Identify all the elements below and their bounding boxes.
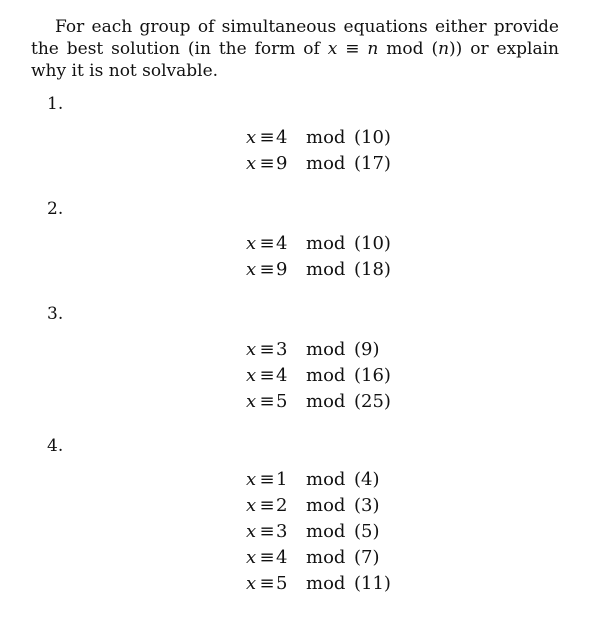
equation-value: 5 (276, 573, 288, 594)
equation-value: 1 (276, 469, 288, 490)
equation-row (246, 337, 406, 363)
equation-mod-word: mod (306, 547, 346, 568)
equation-row (246, 389, 406, 415)
equation-modulus: (3) (354, 495, 380, 516)
equation-modulus: (9) (354, 339, 380, 360)
equation-equiv-symbol: ≡ (259, 521, 275, 542)
equation-modulus: (18) (354, 259, 391, 280)
math-variable-n-modulus: n (438, 39, 450, 59)
item-number-2: 2. (47, 199, 64, 219)
equation-mod-word: mod (306, 365, 346, 386)
equation-variable: x (246, 259, 257, 280)
equation-row (246, 125, 406, 151)
item-number-3: 3. (47, 304, 64, 324)
equation-equiv-symbol: ≡ (259, 391, 275, 412)
equation-modulus: (7) (354, 547, 380, 568)
equation-mod-word: mod (306, 495, 346, 516)
instructions-text-part1: For each group of simultaneous equations either provide the best solution (in the form of (31, 17, 559, 59)
math-variable-n: n (367, 39, 379, 59)
equation-variable: x (246, 339, 257, 360)
equation-equiv-symbol: ≡ (259, 233, 275, 254)
equation-mod-word: mod (306, 339, 346, 360)
equation-value: 3 (276, 339, 288, 360)
equation-equiv-symbol: ≡ (259, 127, 275, 148)
equation-row (246, 257, 406, 283)
equation-variable: x (246, 547, 257, 568)
math-equiv-symbol: ≡ (345, 39, 360, 59)
equation-equiv-symbol: ≡ (259, 365, 275, 386)
equation-equiv-symbol: ≡ (259, 495, 275, 516)
equation-modulus: (10) (354, 233, 391, 254)
equation-equiv-symbol: ≡ (259, 547, 275, 568)
equation-row (246, 231, 406, 257)
equation-group-1 (246, 125, 406, 177)
equation-value: 5 (276, 391, 288, 412)
math-mod-word: mod (386, 39, 424, 59)
equation-equiv-symbol: ≡ (259, 469, 275, 490)
equation-value: 9 (276, 259, 288, 280)
equation-equiv-symbol: ≡ (259, 259, 275, 280)
equation-equiv-symbol: ≡ (259, 153, 275, 174)
equation-value: 9 (276, 153, 288, 174)
equation-row (246, 571, 406, 597)
equation-variable: x (246, 153, 257, 174)
equation-row (246, 519, 406, 545)
equation-equiv-symbol: ≡ (259, 339, 275, 360)
equation-mod-word: mod (306, 153, 346, 174)
equation-mod-word: mod (306, 259, 346, 280)
equation-mod-word: mod (306, 521, 346, 542)
equation-mod-word: mod (306, 469, 346, 490)
equation-modulus: (4) (354, 469, 380, 490)
item-number-1: 1. (47, 94, 64, 114)
equation-value: 4 (276, 547, 288, 568)
equation-group-2 (246, 231, 406, 283)
equation-mod-word: mod (306, 233, 346, 254)
equation-modulus: (25) (354, 391, 391, 412)
equation-value: 2 (276, 495, 288, 516)
equation-modulus: (16) (354, 365, 391, 386)
math-variable-x: x (327, 39, 338, 59)
instructions-text-part2: or explain why it is not solvable. (31, 39, 559, 81)
equation-variable: x (246, 365, 257, 386)
equation-mod-word: mod (306, 391, 346, 412)
math-close-paren: )) (449, 39, 463, 59)
equation-value: 4 (276, 365, 288, 386)
math-open-paren: ( (431, 39, 439, 59)
equation-variable: x (246, 391, 257, 412)
equation-row (246, 467, 406, 493)
equation-variable: x (246, 495, 257, 516)
equation-value: 4 (276, 127, 288, 148)
equation-row (246, 493, 406, 519)
equation-variable: x (246, 469, 257, 490)
equation-mod-word: mod (306, 127, 346, 148)
equation-modulus: (5) (354, 521, 380, 542)
equation-group-3 (246, 337, 406, 415)
equation-variable: x (246, 233, 257, 254)
instructions-paragraph (31, 16, 559, 82)
equation-row (246, 545, 406, 571)
equation-value: 3 (276, 521, 288, 542)
equation-modulus: (11) (354, 573, 391, 594)
equation-modulus: (17) (354, 153, 391, 174)
equation-mod-word: mod (306, 573, 346, 594)
equation-variable: x (246, 573, 257, 594)
equation-group-4 (246, 467, 406, 597)
item-number-4: 4. (47, 436, 64, 456)
equation-value: 4 (276, 233, 288, 254)
equation-variable: x (246, 127, 257, 148)
equation-modulus: (10) (354, 127, 391, 148)
equation-row (246, 363, 406, 389)
equation-equiv-symbol: ≡ (259, 573, 275, 594)
equation-row (246, 151, 406, 177)
equation-variable: x (246, 521, 257, 542)
